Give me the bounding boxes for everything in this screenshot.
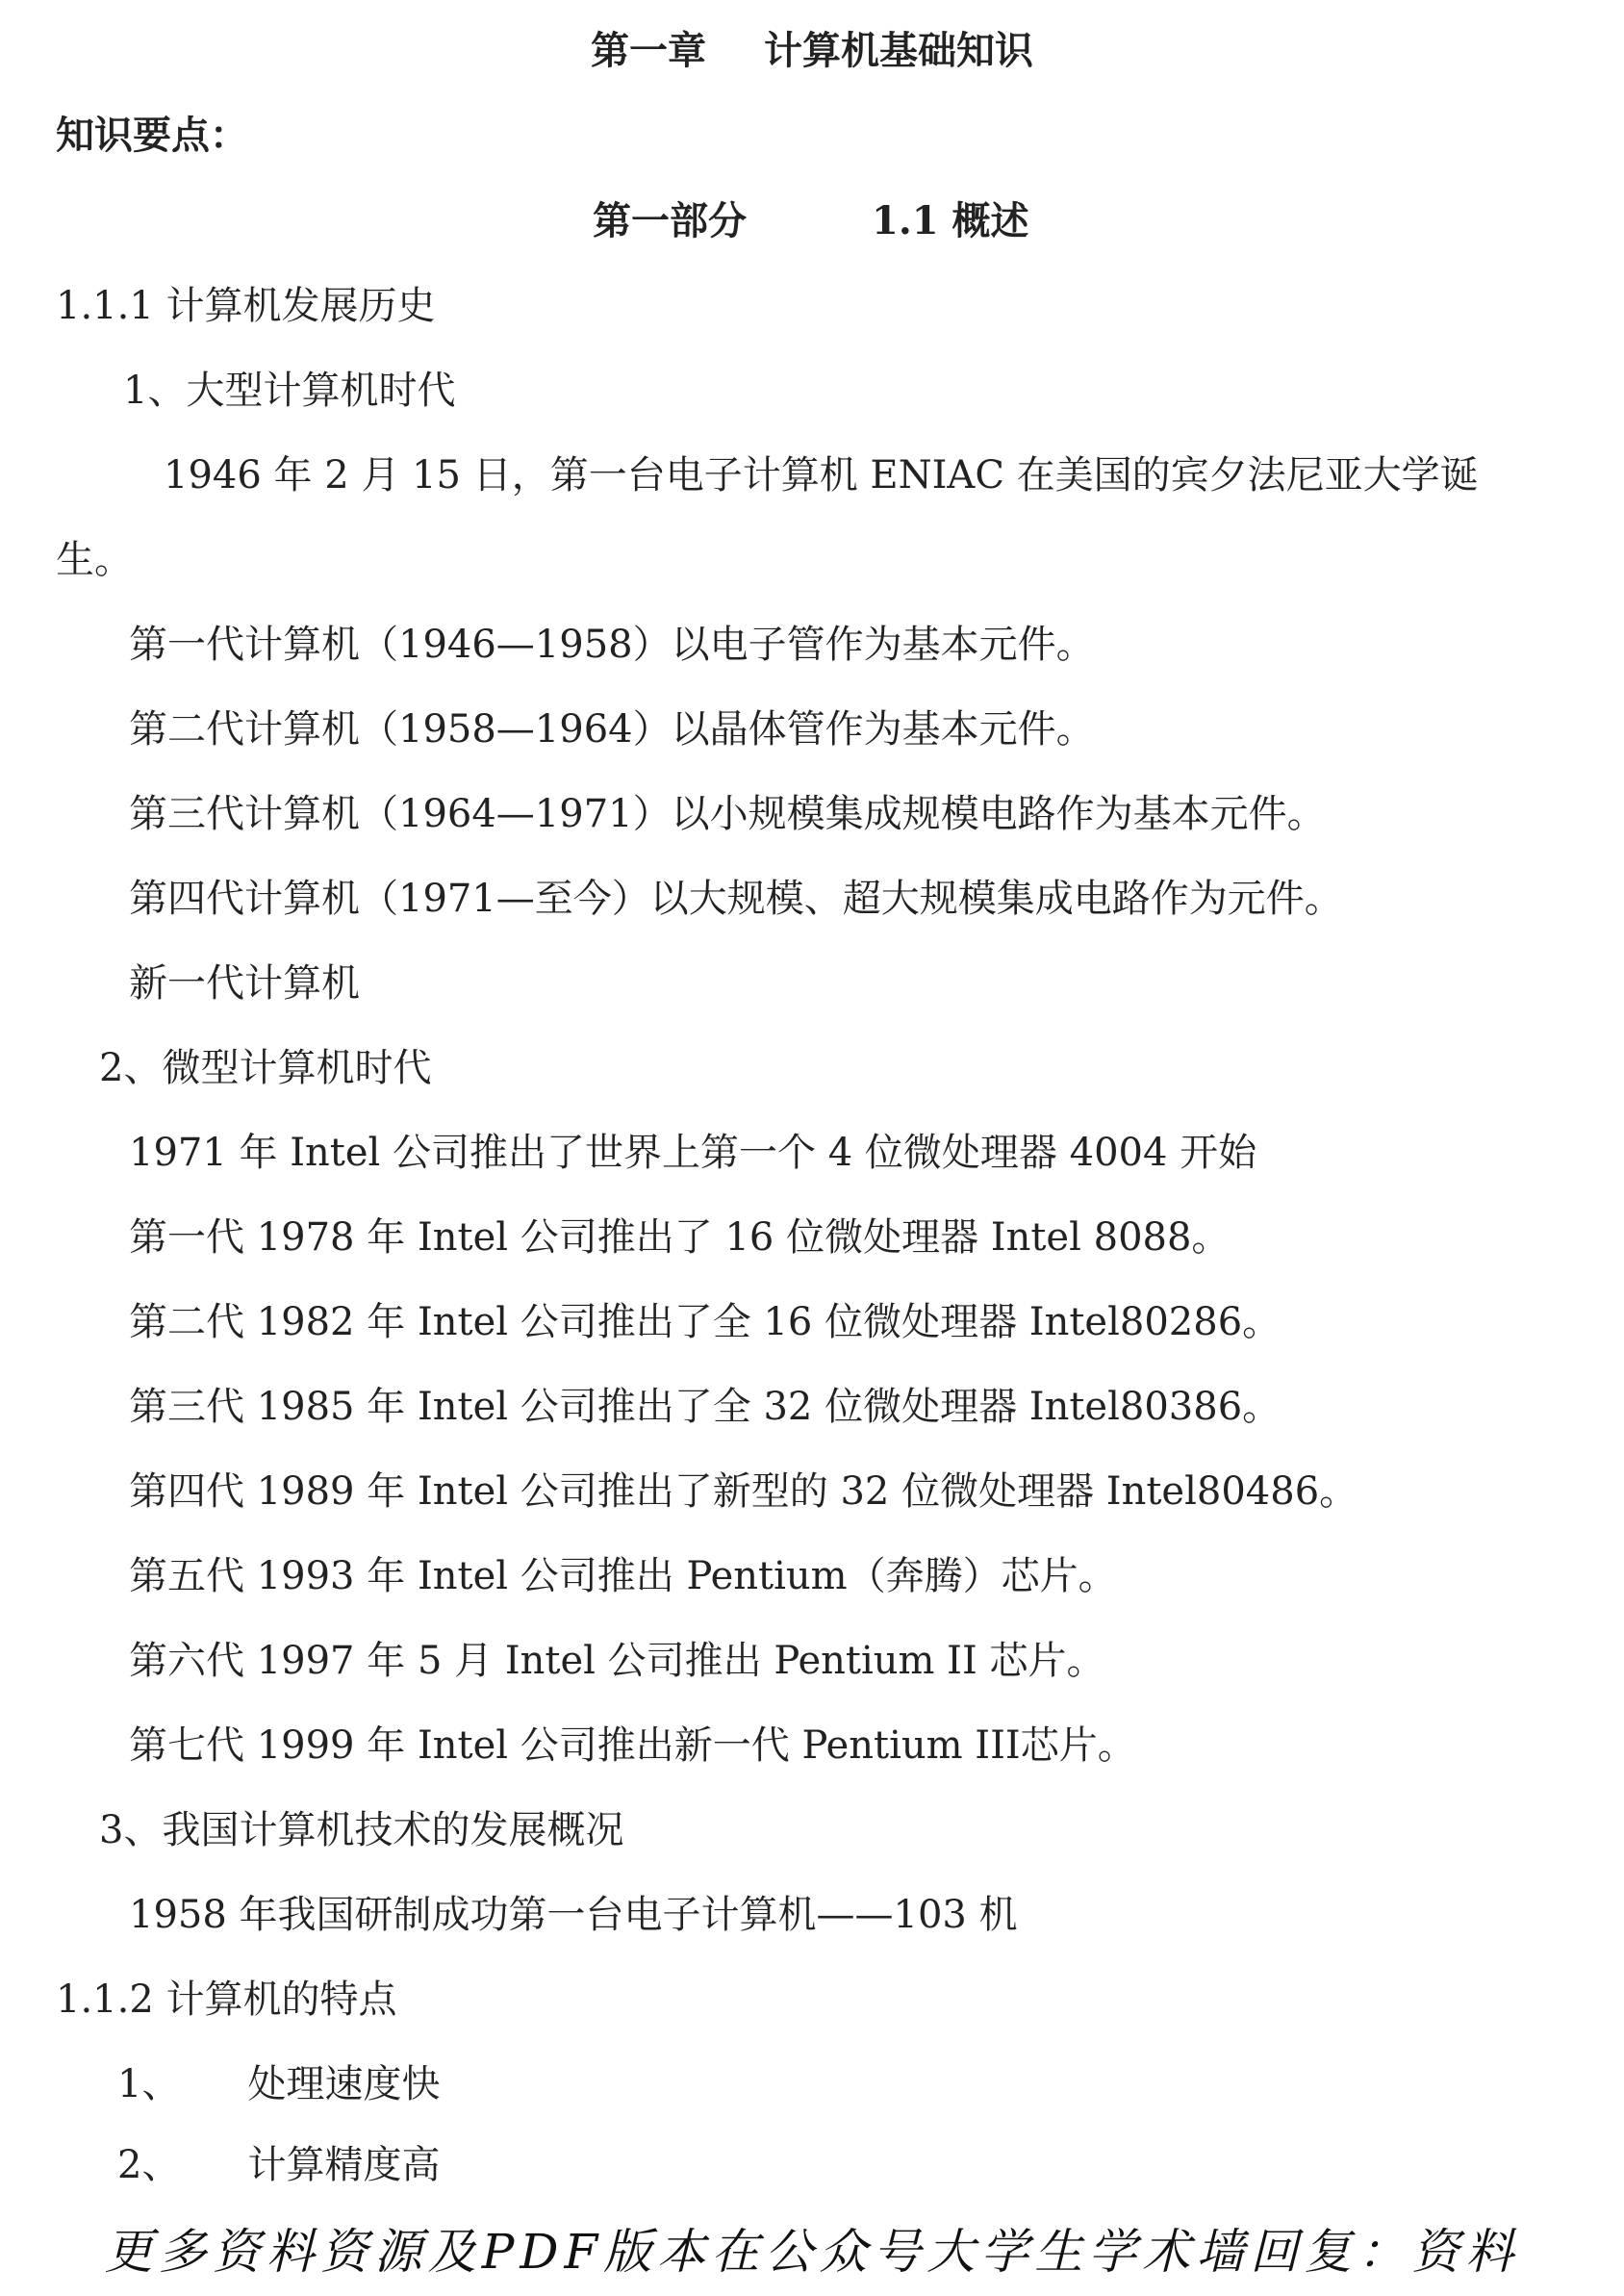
- chapter-number: 第一章: [591, 28, 706, 73]
- key-points-label: 知识要点：: [56, 113, 248, 158]
- list-item: 第一代计算机（1946—1958）以电子管作为基本元件。: [129, 623, 1095, 667]
- subsection-heading: 3、我国计算机技术的发展概况: [99, 1808, 624, 1852]
- footer-watermark: 更多资料资源及PDF版本在公众号大学生学术墙回复：资料: [104, 2224, 1520, 2280]
- section-heading: 1.1.2 计算机的特点: [56, 1977, 397, 2022]
- list-item: 第三代计算机（1964—1971）以小规模集成规模电路作为基本元件。: [129, 792, 1326, 836]
- list-item: 第四代计算机（1971—至今）以大规模、超大规模集成电路作为元件。: [129, 877, 1343, 921]
- chapter-title: [0, 9, 1624, 93]
- section-heading: 1.1.1 计算机发展历史: [56, 284, 436, 328]
- list-item: 新一代计算机: [129, 961, 360, 1006]
- part-label: 第一部分: [593, 198, 747, 243]
- subsection-heading: 1、大型计算机时代: [123, 369, 456, 413]
- paragraph-line: 生。: [56, 538, 133, 582]
- feature-item: [117, 2042, 440, 2127]
- section-label: 1.1 概述: [872, 198, 1029, 243]
- feature-number: 1、: [117, 2062, 181, 2106]
- list-item: 第二代计算机（1958—1964）以晶体管作为基本元件。: [129, 707, 1095, 752]
- list-item: 第一代 1978 年 Intel 公司推出了 16 位微处理器 Intel 8088。: [129, 1215, 1231, 1260]
- list-item: 1971 年 Intel 公司推出了世界上第一个 4 位微处理器 4004 开始: [129, 1131, 1257, 1175]
- part-title: [593, 179, 1029, 264]
- list-item: 1958 年我国研制成功第一台电子计算机——103 机: [129, 1893, 1018, 1937]
- list-item: 第四代 1989 年 Intel 公司推出了新型的 32 位微处理器 Intel80486。: [129, 1469, 1358, 1514]
- feature-number: 2、: [117, 2143, 181, 2187]
- list-item: 第五代 1993 年 Intel 公司推出 Pentium（奔腾）芯片。: [129, 1554, 1117, 1598]
- subsection-heading: 2、微型计算机时代: [99, 1046, 432, 1090]
- list-item: 第二代 1982 年 Intel 公司推出了全 16 位微处理器 Intel80286。: [129, 1300, 1281, 1344]
- list-item: 第三代 1985 年 Intel 公司推出了全 32 位微处理器 Intel80386。: [129, 1385, 1281, 1429]
- list-item: 第六代 1997 年 5 月 Intel 公司推出 Pentium II 芯片。: [129, 1639, 1105, 1683]
- paragraph-line: 1946 年 2 月 15 日，第一台电子计算机 ENIAC 在美国的宾夕法尼亚大学诞: [164, 453, 1479, 497]
- feature-item: [117, 2123, 440, 2207]
- feature-text: 处理速度快: [247, 2062, 441, 2106]
- list-item: 第七代 1999 年 Intel 公司推出新一代 Pentium III芯片。: [129, 1723, 1136, 1768]
- feature-text: 计算精度高: [247, 2143, 441, 2187]
- chapter-name: 计算机基础知识: [764, 28, 1033, 73]
